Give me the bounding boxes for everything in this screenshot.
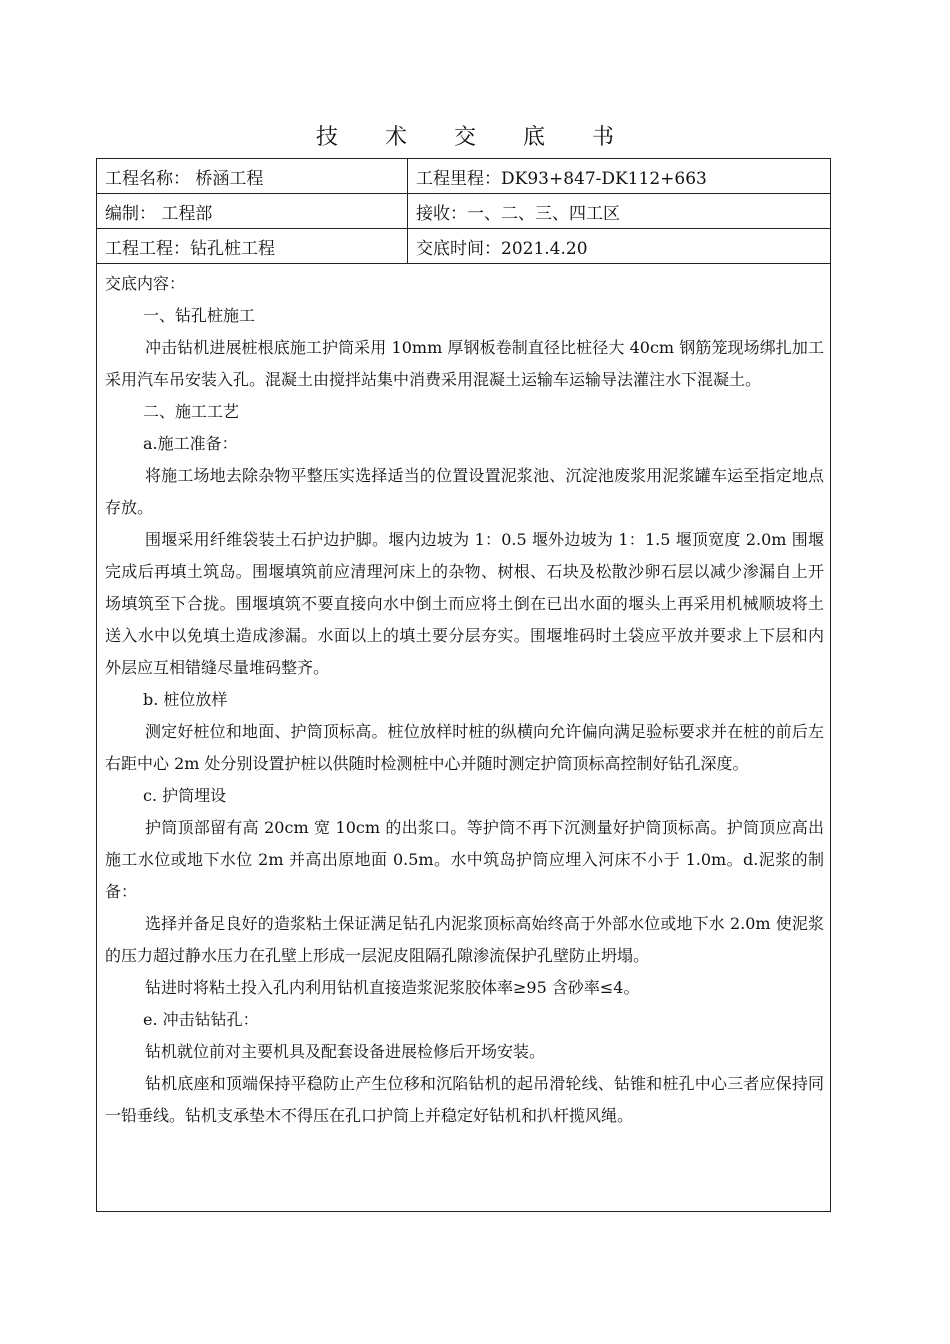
content-paragraphs: [105, 300, 824, 1132]
section-heading: c. 护筒埋设: [143, 786, 227, 805]
body-paragraph: 护筒顶部留有高 20cm 宽 10cm 的出浆口。等护筒不再下沉测量好护筒顶标高。护筒顶应高出施工水位或地下水位 2m 并高出原地面 0.5m。水中筑岛护筒应埋入河床不小于 1.0m。d.泥浆的制备：: [105, 818, 824, 901]
body-paragraph: 将施工场地去除杂物平整压实选择适当的位置设置泥浆池、沉淀池废浆用泥浆罐车运至指定地点存放。: [105, 466, 824, 517]
header-row: [97, 229, 831, 264]
section-heading: e. 冲击钻钻孔：: [143, 1010, 259, 1029]
content-box: [96, 264, 831, 1212]
section-heading: 二、施工工艺: [143, 402, 240, 421]
header-table: [96, 158, 831, 264]
section-heading: 一、钻孔桩施工: [143, 306, 256, 325]
document-title: 技 术 交 底 书: [316, 125, 634, 150]
section-heading: b. 桩位放样: [143, 690, 228, 709]
section-heading: a.施工准备：: [143, 434, 238, 453]
work-item-cell: 工程工程：钻孔桩工程: [97, 229, 408, 264]
received-by-cell: 接收：一、二、三、四工区: [408, 194, 831, 229]
body-paragraph: 冲击钻机进展桩根底施工护筒采用 10mm 厚钢板卷制直径比桩径大 40cm 钢筋笼现场绑扎加工采用汽车吊安装入孔。混凝土由搅拌站集中消费采用混凝土运输车运输导法灌注水下混凝土。: [105, 338, 824, 389]
body-paragraph: 测定好桩位和地面、护筒顶标高。桩位放样时桩的纵横向允许偏向满足验标要求并在桩的前后左右距中心 2m 处分别设置护桩以供随时检测桩中心并随时测定护筒顶标高控制好钻孔深度。: [105, 722, 824, 773]
compiled-by-cell: 编制： 工程部: [97, 194, 408, 229]
mileage-cell: 工程里程：DK93+847-DK112+663: [408, 159, 831, 194]
body-paragraph: 钻机就位前对主要机具及配套设备进展检修后开场安装。: [145, 1042, 546, 1061]
content-label: 交底内容：: [105, 274, 186, 293]
body-paragraph: 围堰采用纤维袋装土石护边护脚。堰内边坡为 1：0.5 堰外边坡为 1：1.5 堰顶宽度 2.0m 围堰完成后再填土筑岛。围堰填筑前应清理河床上的杂物、树根、石块及松散沙卵石层以减少渗漏自上开场填筑至下合拢。围堰填筑不要直接向水中倒土而应将土倒在已出水面的堰头上再采用机械顺坡将土送入水中以免填土造成渗漏。水面以上的填土要分层夯实。围堰堆码时土袋应平放并要求上下层和内外层应互相错缝尽量堆码整齐。: [105, 530, 824, 677]
header-row: [97, 194, 831, 229]
body-paragraph: 钻机底座和顶端保持平稳防止产生位移和沉陷钻机的起吊滑轮线、钻锥和桩孔中心三者应保持同一铅垂线。钻机支承垫木不得压在孔口护筒上并稳定好钻机和扒杆揽风绳。: [105, 1074, 824, 1125]
body-paragraph: 钻进时将粘土投入孔内利用钻机直接造浆泥浆胶体率≥95 含砂率≤4。: [145, 978, 640, 997]
body-paragraph: 选择并备足良好的造浆粘土保证满足钻孔内泥浆顶标高始终高于外部水位或地下水 2.0m 使泥浆的压力超过静水压力在孔壁上形成一层泥皮阻隔孔隙渗流保护孔壁防止坍塌。: [105, 914, 824, 965]
header-row: [97, 159, 831, 194]
date-cell: 交底时间：2021.4.20: [408, 229, 831, 264]
project-name-cell: 工程名称： 桥涵工程: [97, 159, 408, 194]
